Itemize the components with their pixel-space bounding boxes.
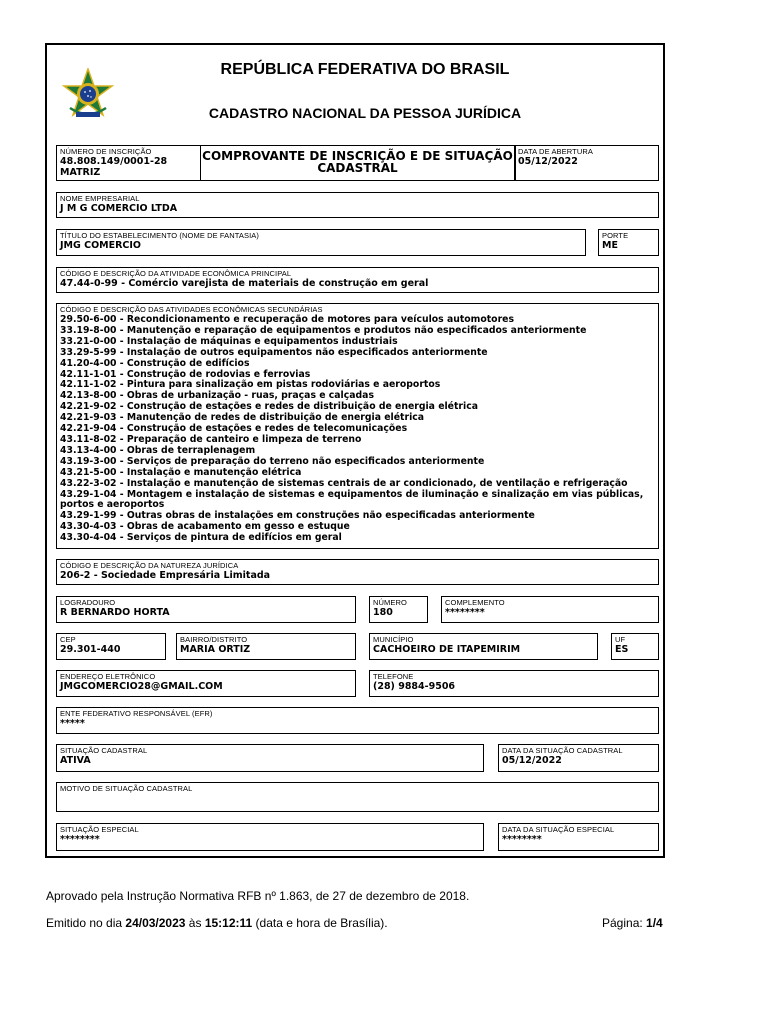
emission-prefix: Emitido no dia [46, 916, 123, 930]
emission-line [46, 916, 388, 930]
list-item: 43.11-8-02 - Preparação de canteiro e limpeza de terreno [60, 433, 362, 445]
nome-empresarial-box [56, 192, 659, 218]
porte-label: PORTE [602, 231, 629, 240]
atividade-principal-box [56, 267, 659, 293]
list-item: 42.21-9-02 - Construção de estações e redes de distribuição de energia elétrica [60, 401, 478, 413]
list-item: 43.30-4-04 - Serviços de pintura de edifícios em geral [60, 532, 342, 544]
abertura-value: 05/12/2022 [518, 156, 578, 167]
data-situacao-value: 05/12/2022 [502, 755, 562, 766]
emission-suffix: (data e hora de Brasília). [255, 916, 388, 930]
situacao-especial-value: ******** [60, 834, 100, 845]
email-value: JMGCOMERCIO28@GMAIL.COM [60, 681, 223, 692]
logradouro-box [56, 596, 356, 623]
telefone-value: (28) 9884-9506 [373, 681, 456, 692]
data-situacao-especial-value: ******** [502, 834, 542, 845]
porte-value: ME [602, 240, 618, 251]
fantasia-box [56, 229, 586, 256]
efr-label: ENTE FEDERATIVO RESPONSÁVEL (EFR) [60, 709, 213, 718]
efr-value: ***** [60, 718, 85, 729]
uf-label: UF [615, 635, 626, 644]
fantasia-label: TÍTULO DO ESTABELECIMENTO (NOME DE FANTASIA) [60, 231, 260, 240]
list-item: 43.19-3-00 - Serviços de preparação do terreno não especificados anteriormente [60, 455, 485, 467]
efr-box [56, 707, 659, 734]
abertura-box [514, 145, 659, 181]
telefone-label: TELEFONE [373, 672, 414, 681]
approval-note: Aprovado pela Instrução Normativa RFB nº 1.863, de 27 de dezembro de 2018. [46, 889, 470, 903]
inscricao-number: 48.808.149/0001-28 [60, 156, 168, 167]
numero-label: NÚMERO [373, 598, 407, 607]
list-item: 43.21-5-00 - Instalação e manutenção elétrica [60, 466, 302, 478]
natureza-value: 206-2 - Sociedade Empresária Limitada [60, 570, 271, 581]
complemento-box [441, 596, 659, 623]
natureza-label: CÓDIGO E DESCRIÇÃO DA NATUREZA JURÍDICA [60, 561, 239, 570]
natureza-box [56, 559, 659, 585]
bairro-box [176, 633, 356, 660]
list-item: 33.19-8-00 - Manutenção e reparação de equipamentos e produtos não especificados anteriormente [60, 324, 587, 336]
emission-mid: às [188, 916, 202, 930]
emission-time: 15:12:11 [204, 916, 253, 930]
nome-empresarial-label: NOME EMPRESARIAL [60, 194, 140, 203]
motivo-label: MOTIVO DE SITUAÇÃO CADASTRAL [60, 784, 193, 793]
situacao-label: SITUAÇÃO CADASTRAL [60, 746, 148, 755]
bairro-label: BAIRRO/DISTRITO [180, 635, 248, 644]
list-item: 43.13-4-00 - Obras de terraplenagem [60, 444, 256, 456]
emission-date: 24/03/2023 [125, 916, 186, 930]
email-label: ENDEREÇO ELETRÔNICO [60, 672, 156, 681]
atividade-principal-value: 47.44-0-99 - Comércio varejista de materiais de construção em geral [60, 278, 429, 289]
list-item: 42.11-1-01 - Construção de rodovias e ferrovias [60, 368, 311, 380]
situacao-especial-box [56, 823, 484, 851]
uf-box [611, 633, 659, 660]
nome-empresarial-value: J M G COMERCIO LTDA [60, 203, 178, 214]
list-item: 29.50-6-00 - Recondicionamento e recuperação de motores para veículos automotores [60, 314, 514, 325]
numero-value: 180 [373, 607, 393, 618]
data-situacao-especial-label: DATA DA SITUAÇÃO ESPECIAL [502, 825, 615, 834]
email-box [56, 670, 356, 697]
uf-value: ES [615, 644, 629, 655]
municipio-value: CACHOEIRO DE ITAPEMIRIM [373, 644, 521, 655]
motivo-box [56, 782, 659, 812]
cep-value: 29.301-440 [60, 644, 121, 655]
list-item: 42.21-9-04 - Construção de estações e redes de telecomunicações [60, 423, 408, 435]
situacao-especial-label: SITUAÇÃO ESPECIAL [60, 825, 139, 834]
list-item: 43.29-1-99 - Outras obras de instalações em construções não especificadas anteriormente [60, 510, 535, 522]
list-item: 41.20-4-00 - Construção de edifícios [60, 357, 250, 369]
data-situacao-label: DATA DA SITUAÇÃO CADASTRAL [502, 746, 623, 755]
telefone-box [369, 670, 659, 697]
municipio-label: MUNICÍPIO [373, 635, 414, 644]
porte-box [598, 229, 659, 256]
page-label: Página: [602, 916, 643, 930]
coat-of-arms-seal-icon [62, 68, 114, 120]
comprovante-line2: CADASTRAL [317, 161, 398, 175]
bairro-value: MARIA ORTIZ [180, 644, 251, 655]
page-number: 1/4 [646, 916, 663, 930]
logradouro-value: R BERNARDO HORTA [60, 607, 170, 618]
fantasia-value: JMG COMERCIO [60, 240, 141, 251]
data-situacao-box [498, 744, 659, 772]
page-indicator [602, 916, 663, 930]
complemento-value: ******** [445, 607, 485, 618]
municipio-box [369, 633, 598, 660]
data-situacao-especial-box [498, 823, 659, 851]
atividade-principal-label: CÓDIGO E DESCRIÇÃO DA ATIVIDADE ECONÔMICA PRINCIPAL [60, 269, 292, 278]
cep-label: CEP [60, 635, 76, 644]
list-item: 43.30-4-03 - Obras de acabamento em gesso e estuque [60, 521, 350, 533]
list-item: 42.13-8-00 - Obras de urbanização - ruas, praças e calçadas [60, 390, 374, 402]
list-item: 33.29-5-99 - Instalação de outros equipamentos não especificados anteriormente [60, 346, 488, 358]
page-subtitle: CADASTRO NACIONAL DA PESSOA JURÍDICA [208, 105, 522, 121]
atividades-secundarias-list [60, 315, 655, 544]
complemento-label: COMPLEMENTO [445, 598, 505, 607]
comprovante-line1: COMPROVANTE DE INSCRIÇÃO E DE SITUAÇÃO [202, 149, 513, 163]
page-title: REPÚBLICA FEDERATIVA DO BRASIL [220, 61, 510, 78]
list-item: 42.21-9-03 - Manutenção de redes de distribuição de energia elétrica [60, 412, 425, 424]
situacao-value: ATIVA [60, 755, 91, 766]
atividades-secundarias-label: CÓDIGO E DESCRIÇÃO DAS ATIVIDADES ECONÔMICAS SECUNDÁRIAS [60, 305, 323, 314]
abertura-label: DATA DE ABERTURA [518, 147, 593, 156]
comprovante-title [200, 145, 515, 181]
situacao-box [56, 744, 484, 772]
list-item: 33.21-0-00 - Instalação de máquinas e equipamentos industriais [60, 335, 398, 347]
list-item: 43.29-1-04 - Montagem e instalação de sistemas e equipamentos de iluminação e sinalização em vias públicas, portos e aeroportos [60, 488, 644, 511]
inscricao-label: NÚMERO DE INSCRIÇÃO [60, 147, 152, 156]
inscricao-tipo: MATRIZ [60, 167, 101, 178]
atividades-secundarias-box [56, 303, 659, 549]
numero-box [369, 596, 428, 623]
list-item: 42.11-1-02 - Pintura para sinalização em pistas rodoviárias e aeroportos [60, 379, 441, 391]
logradouro-label: LOGRADOURO [60, 598, 116, 607]
cep-box [56, 633, 166, 660]
list-item: 43.22-3-02 - Instalação e manutenção de sistemas centrais de ar condicionado, de ventilação e refrigeração [60, 477, 628, 489]
